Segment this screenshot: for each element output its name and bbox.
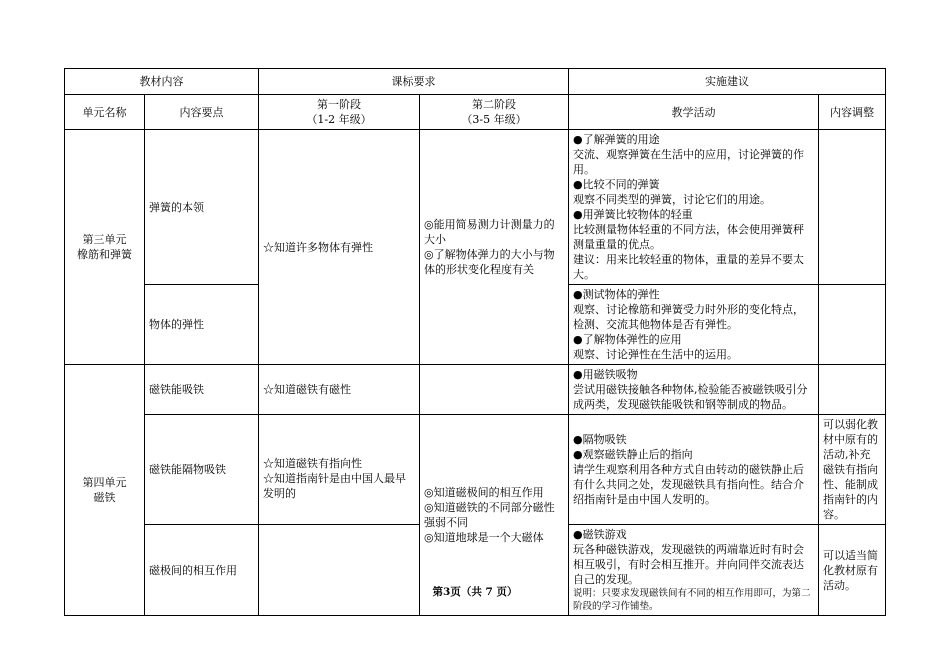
unit4-stage1-a: ☆知道磁铁有磁性 bbox=[259, 365, 420, 415]
unit3-adjust1 bbox=[819, 130, 886, 285]
unit3-activity2: ●测试物体的弹性 观察、讨论橡筋和弹簧受力时外形的变化特点，检测、交流其他物体是否有弹性。 ●了解物体弹性的应用 观察、讨论弹性在生活中的运用。 bbox=[569, 285, 819, 365]
unit4-activity3: ●磁铁游戏 玩各种磁铁游戏，发现磁铁的两端靠近时有时会相互吸引，有时会相互推开。并向同伴交流表达自己的发现。 说明：只要求发现磁铁间有不同的相互作用即可，为第二阶段的学习作铺垫。 bbox=[569, 525, 819, 616]
activities-header: 教学活动 bbox=[569, 95, 819, 130]
unit4-adjust3: 可以适当简化教材原有活动。 bbox=[819, 525, 886, 616]
unit4-topic3: 磁极间的相互作用 bbox=[145, 525, 259, 616]
unit4-stage1-b: ☆知道磁铁有指向性 ☆知道指南针是由中国人最早发明的 bbox=[259, 415, 420, 525]
unit3-topic2: 物体的弹性 bbox=[145, 285, 259, 365]
unit4-adjust1 bbox=[819, 365, 886, 415]
stage2-header: 第二阶段 （3-5 年级） bbox=[420, 95, 569, 130]
curriculum-table bbox=[64, 68, 886, 616]
unit4-stage2-blank bbox=[420, 365, 569, 415]
unit3-name: 第三单元 橡筋和弹簧 bbox=[65, 130, 145, 365]
unit-name-header: 单元名称 bbox=[65, 95, 145, 130]
unit3-topic1: 弹簧的本领 bbox=[145, 130, 259, 285]
unit4-adjust2: 可以弱化教材中原有的活动,补充磁铁有指向性、能制成指南针的内容。 bbox=[819, 415, 886, 525]
stage1-header: 第一阶段 （1-2 年级） bbox=[259, 95, 420, 130]
textbook-header: 教材内容 bbox=[65, 69, 259, 95]
unit4-activity1: ●用磁铁吸物 尝试用磁铁接触各种物体,检验能否被磁铁吸引分成两类，发现磁铁能吸铁和钢等制成的物品。 bbox=[569, 365, 819, 415]
unit4-activity3-note: 说明：只要求发现磁铁间有不同的相互作用即可，为第二阶段的学习作铺垫。 bbox=[573, 588, 811, 612]
unit4-name: 第四单元 磁铁 bbox=[65, 365, 145, 616]
unit4-topic1: 磁铁能吸铁 bbox=[145, 365, 259, 415]
page-footer: 第3页（共 7 页） bbox=[432, 586, 518, 598]
unit3-stage1: ☆知道许多物体有弹性 bbox=[259, 130, 420, 365]
implementation-header: 实施建议 bbox=[569, 69, 886, 95]
unit4-topic2: 磁铁能隔物吸铁 bbox=[145, 415, 259, 525]
unit3-activity1: ●了解弹簧的用途 交流、观察弹簧在生活中的应用，讨论弹簧的作用。 ●比较不同的弹簧 观察不同类型的弹簧，讨论它们的用途。 ●用弹簧比较物体的轻重 比较测量物体轻重的不同方法，体会使用弹簧秤测量重量的优点。 建议：用来比较轻重的物体，重量的差异不要太大。 bbox=[569, 130, 819, 285]
curriculum-header: 课标要求 bbox=[259, 69, 569, 95]
unit4-activity2: ●隔物吸铁 ●观察磁铁静止后的指向 请学生观察利用各种方式自由转动的磁铁静止后有什么共同之处，发现磁铁具有指向性。结合介绍指南针是由中国人发明的。 bbox=[569, 415, 819, 525]
unit3-adjust2 bbox=[819, 285, 886, 365]
unit4-stage1-c bbox=[259, 525, 420, 616]
unit3-stage2: ◎能用简易测力计测量力的大小 ◎了解物体弹力的大小与物体的形状变化程度有关 bbox=[420, 130, 569, 365]
unit4-stage2: ◎知道磁极间的相互作用 ◎知道磁铁的不同部分磁性强弱不同 ◎知道地球是一个大磁体 bbox=[420, 415, 569, 616]
adjust-header: 内容调整 bbox=[819, 95, 886, 130]
key-points-header: 内容要点 bbox=[145, 95, 259, 130]
